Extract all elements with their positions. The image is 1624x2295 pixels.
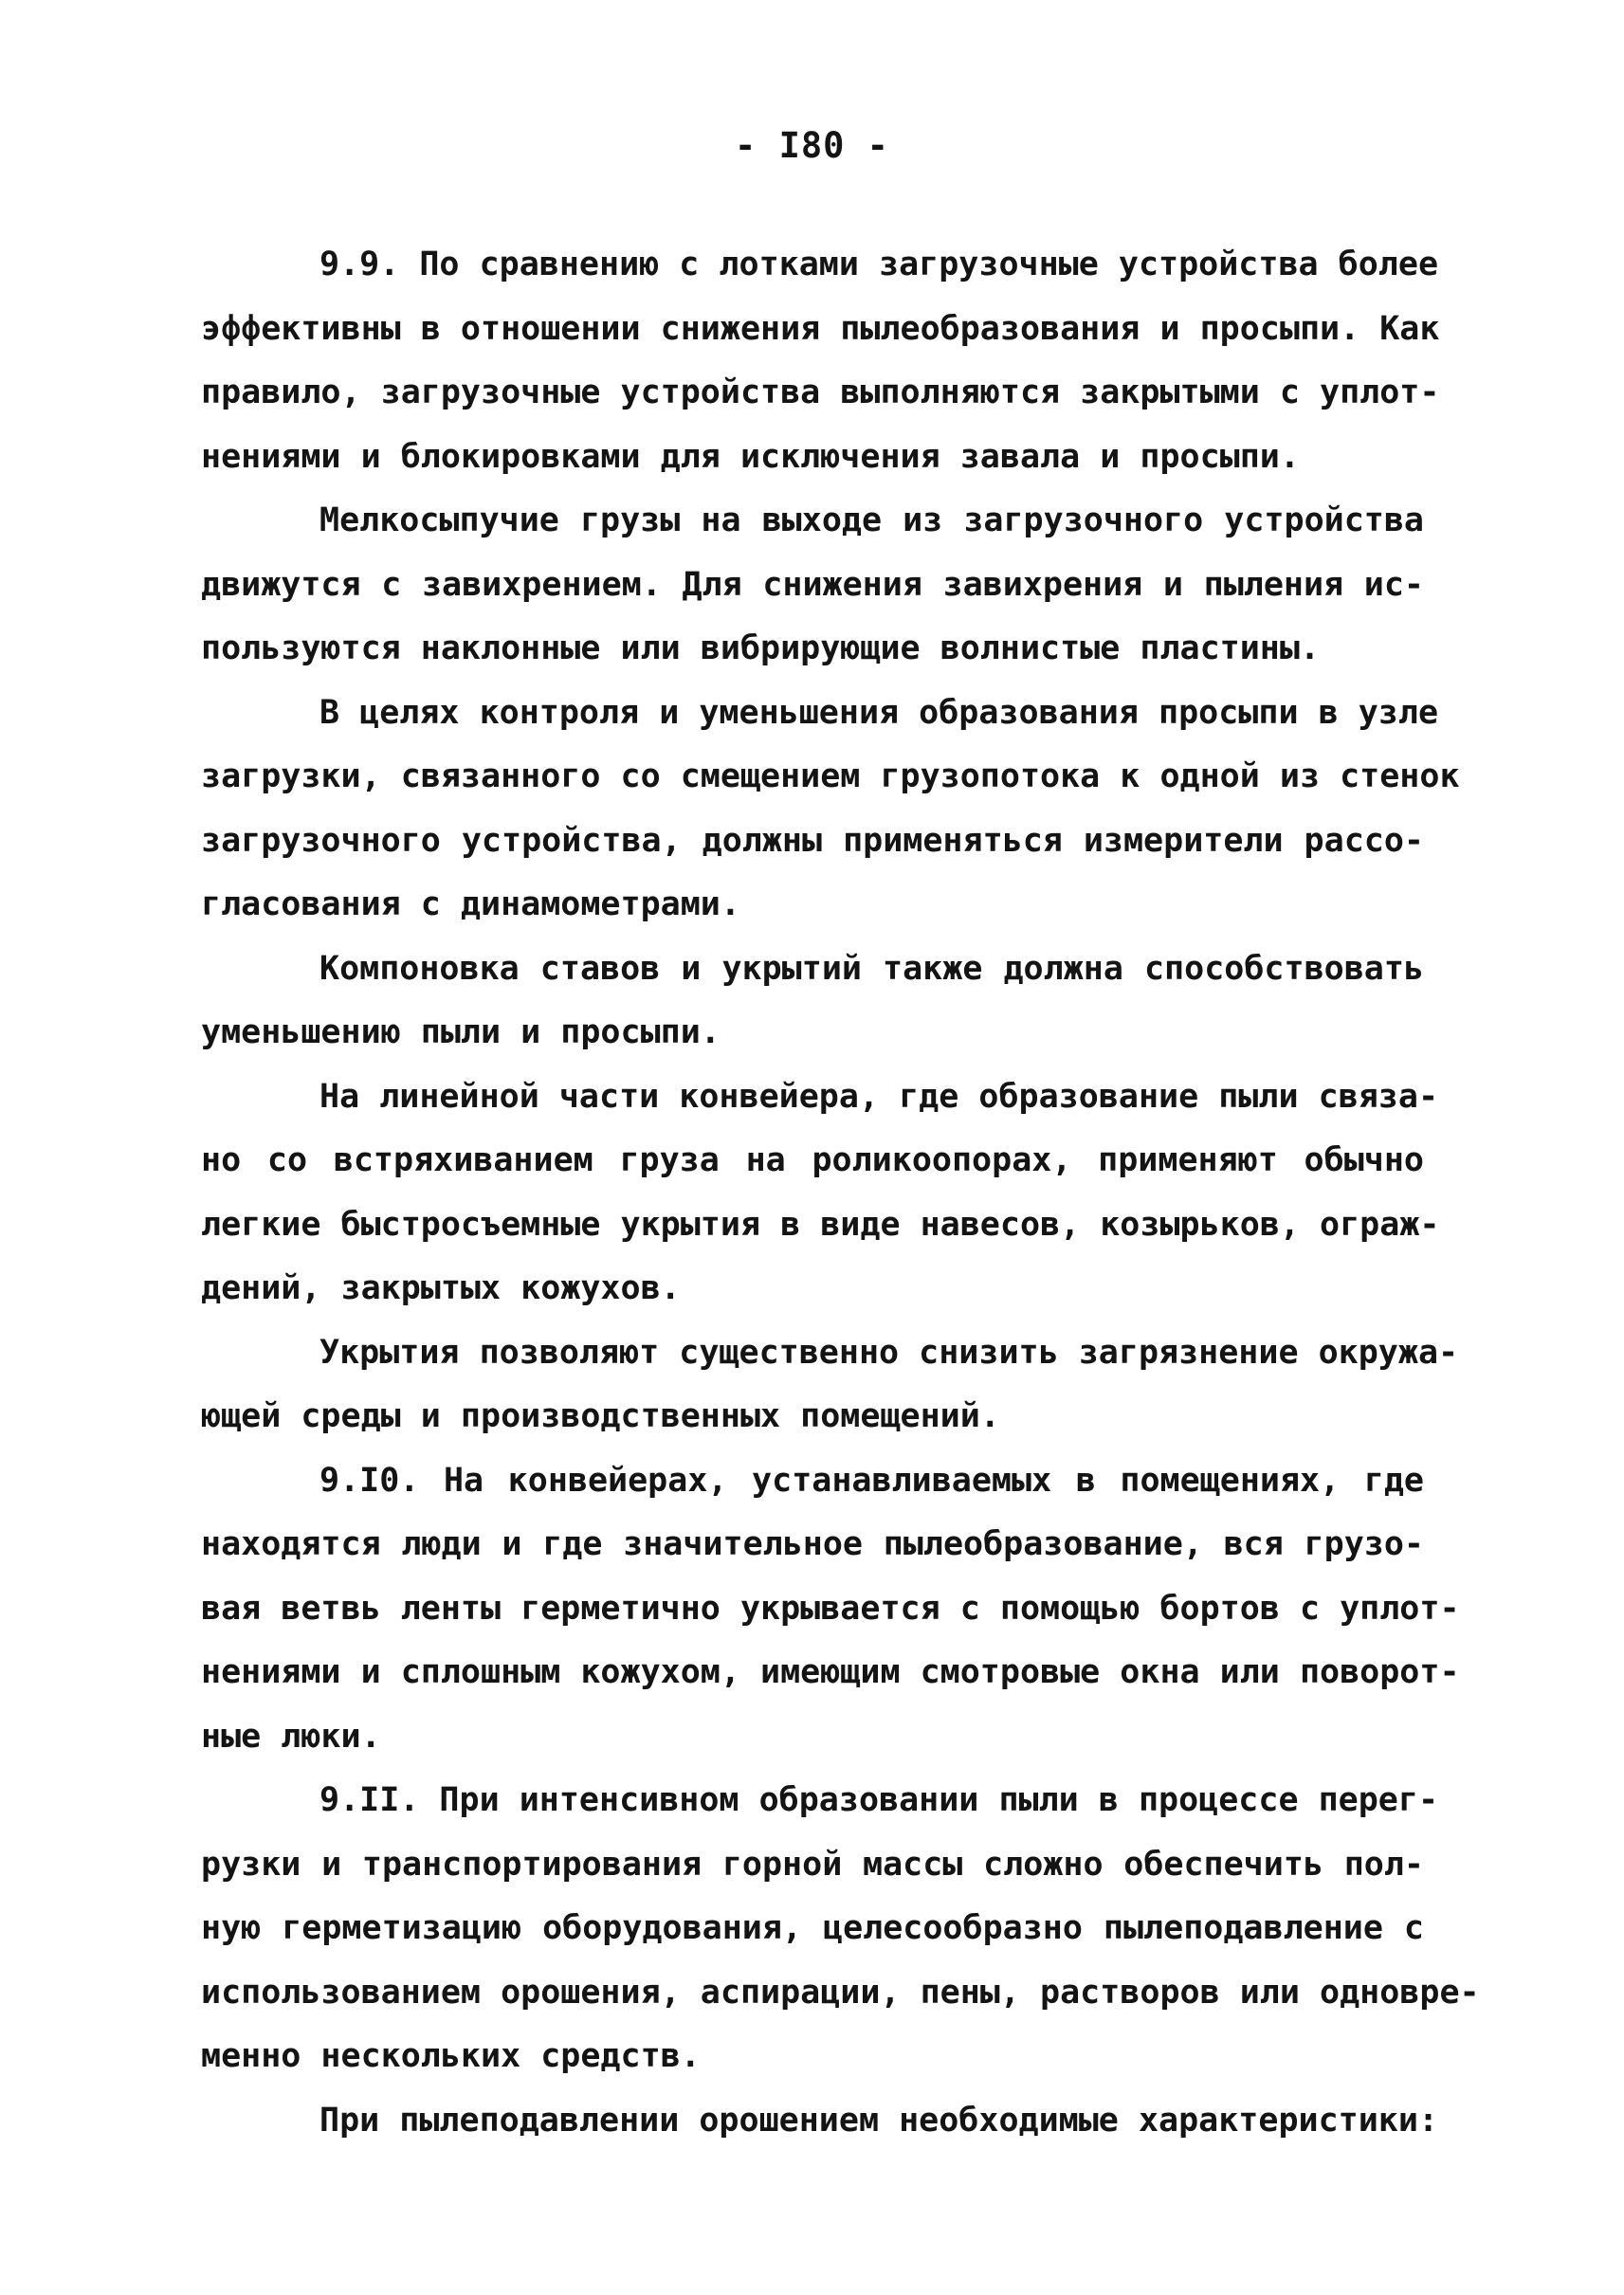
text-line: нениями и блокировками для исключения завала и просыпи. [201, 437, 1300, 476]
text-line: При пылеподавлении орошением необходимые характеристики: [319, 2101, 1439, 2140]
text-line: 9.9. По сравнению с лотками загрузочные устройства более [319, 246, 1439, 283]
body-text [201, 233, 1480, 2153]
text-line: ную герметизацию оборудования, целесообразно пылеподавление с [201, 1909, 1424, 1947]
text-line: легкие быстросъемные укрытия в виде навесов, козырьков, ограж- [201, 1205, 1440, 1244]
text-line: дений, закрытых кожухов. [201, 1269, 681, 1307]
text-line: движутся с завихрением. Для снижения завихрения и пыления ис- [201, 565, 1424, 604]
text-line: нениями и сплошным кожухом, имеющим смотровые окна или поворот- [201, 1653, 1460, 1691]
text-line: загрузки, связанного со смещением грузопотока к одной из стенок [201, 757, 1460, 795]
text-line: В целях контроля и уменьшения образования просыпи в узле [319, 693, 1439, 732]
text-line: менно нескольких средств. [201, 2037, 701, 2075]
text-line: На линейной части конвейера, где образование пыли связа- [319, 1077, 1439, 1116]
text-line: Укрытия позволяют существенно снизить загрязнение окружа- [319, 1333, 1459, 1372]
text-line: находятся люди и где значительное пылеобразование, вся грузо- [201, 1525, 1424, 1563]
text-line: ные люки. [201, 1717, 381, 1756]
text-line: пользуются наклонные или вибрирующие волнистые пластины. [201, 629, 1321, 667]
text-line: Компоновка ставов и укрытий также должна способствовать [319, 949, 1424, 988]
text-line: использованием орошения, аспирации, пены, растворов или одновре- [201, 1973, 1480, 2012]
text-line: эффективны в отношении снижения пылеобразования и просыпи. Как [201, 309, 1440, 348]
text-line: гласования с динамометрами. [201, 885, 740, 923]
text-line: уменьшению пыли и просыпи. [201, 1013, 721, 1051]
text-line: но со встряхиванием груза на роликоопорах, применяют обычно [201, 1141, 1424, 1179]
text-line: загрузочного устройства, должны применяться измерители рассо- [201, 821, 1424, 860]
text-line: 9.II. При интенсивном образовании пыли в процессе перег- [319, 1781, 1439, 1819]
text-line: ющей среды и производственных помещений. [201, 1397, 1000, 1435]
text-line: вая ветвь ленты герметично укрывается с помощью бортов с уплот- [201, 1589, 1460, 1628]
page-number: - I80 - [735, 125, 889, 166]
text-line: правило, загрузочные устройства выполняются закрытыми с уплот- [201, 373, 1440, 411]
text-line: Мелкосыпучие грузы на выходе из загрузочного устройства [319, 501, 1424, 539]
text-line: рузки и транспортирования горной массы сложно обеспечить пол- [201, 1845, 1424, 1884]
text-line: 9.I0. На конвейерах, устанавливаемых в помещениях, где [319, 1461, 1424, 1500]
